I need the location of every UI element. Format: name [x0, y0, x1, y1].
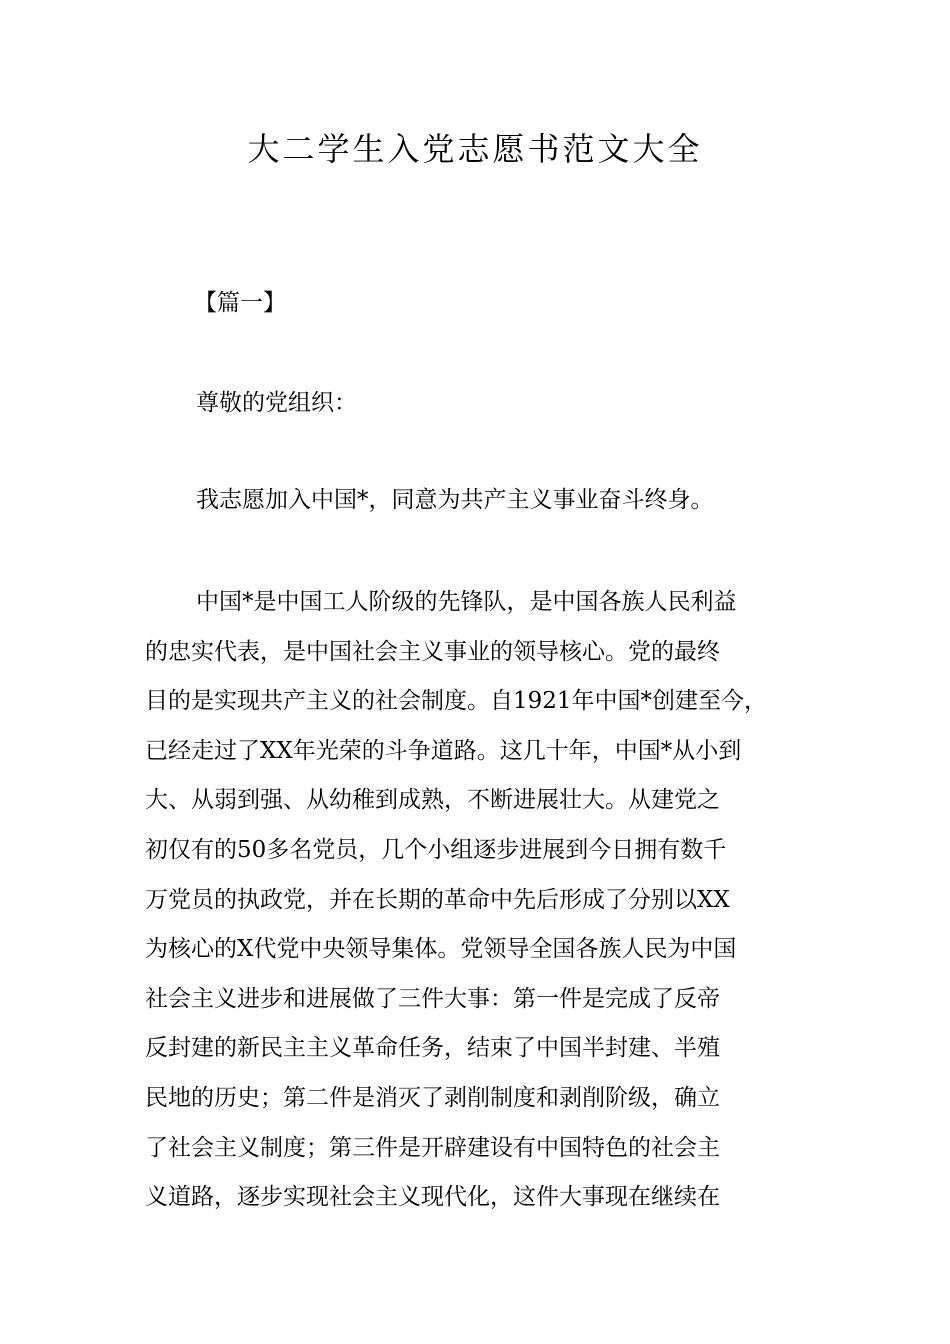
body-line: 大、从弱到强、从幼稚到成熟，不断进展壮大。从建党之	[145, 787, 720, 814]
body-line: 社会主义进步和进展做了三件大事：第一件是完成了反帝	[145, 985, 720, 1012]
body-line: 义道路，逐步实现社会主义现代化，这件大事现在继续在	[145, 1184, 720, 1211]
body-line: 为核心的X代党中央领导集体。党领导全国各族人民为中国	[145, 936, 737, 963]
body-line: 民地的历史；第二件是消灭了剥削制度和剥削阶级，确立	[145, 1084, 720, 1111]
body-line: 的忠实代表，是中国社会主义事业的领导核心。党的最终	[145, 638, 720, 665]
body-line: 了社会主义制度；第三件是开辟建设有中国特色的社会主	[145, 1134, 720, 1161]
section-label: 【篇一】	[194, 290, 286, 316]
body-line: 反封建的新民主主义革命任务，结束了中国半封建、半殖	[145, 1035, 720, 1062]
body-line: 目的是实现共产主义的社会制度。自1921年中国*创建至今，	[145, 688, 768, 715]
first-paragraph: 我志愿加入中国*，同意为共产主义事业奋斗终身。	[196, 487, 714, 513]
body-paragraph	[145, 578, 825, 1223]
body-line: 初仅有的50多名党员，几个小组逐步进展到今日拥有数千	[145, 836, 727, 863]
body-line: 万党员的执政党，并在长期的革命中先后形成了分别以XX	[145, 886, 730, 913]
document-title: 大二学生入党志愿书范文大全	[247, 130, 703, 168]
body-line: 中国*是中国工人阶级的先锋队，是中国各族人民利益	[196, 589, 737, 615]
salutation: 尊敬的党组织：	[196, 390, 357, 416]
body-line: 已经走过了XX年光荣的斗争道路。这几十年，中国*从小到	[145, 737, 742, 764]
